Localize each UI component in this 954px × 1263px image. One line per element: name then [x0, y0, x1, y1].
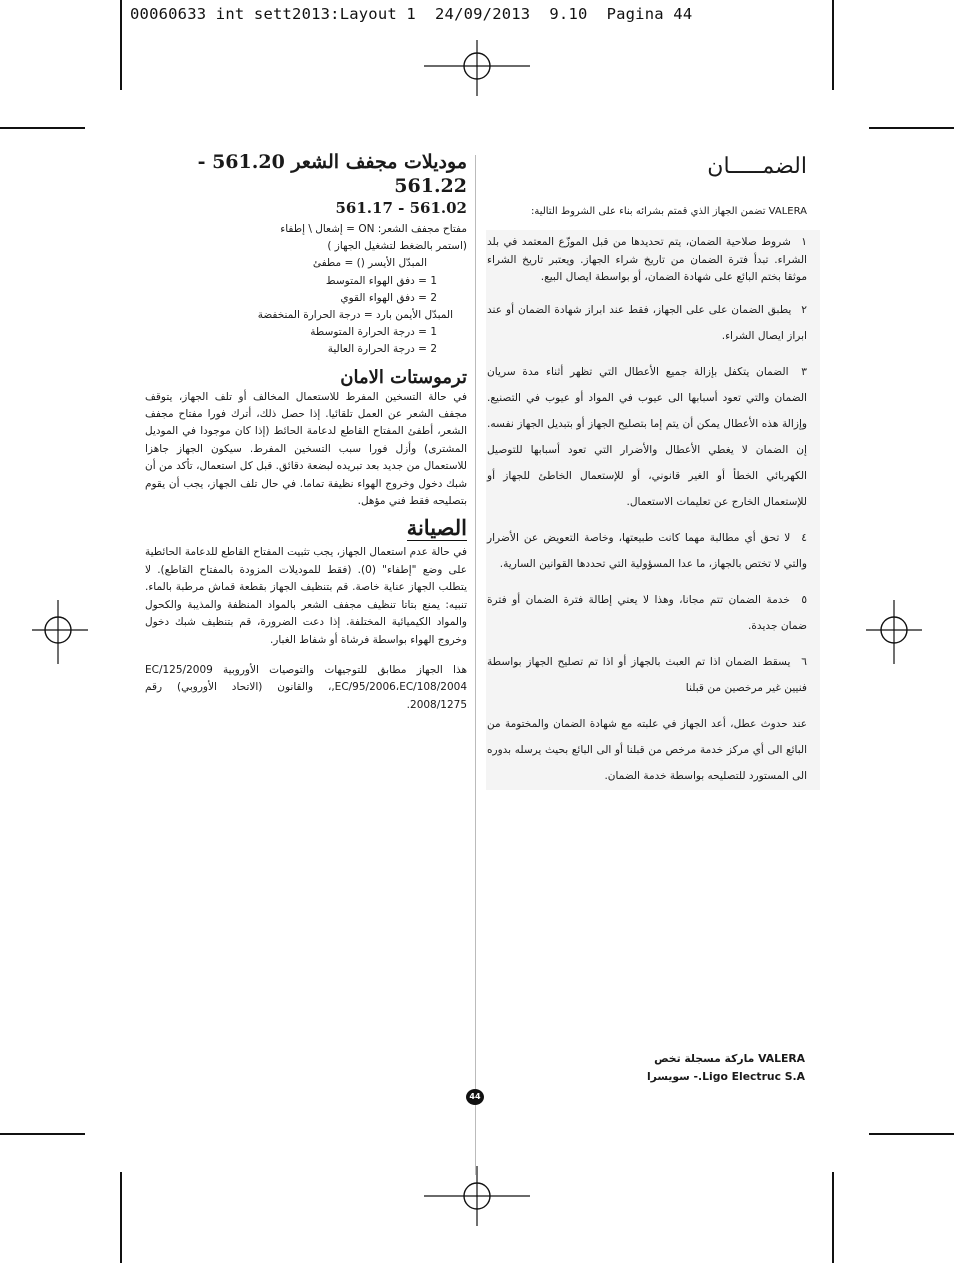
models-subtitle: 561.02 - 561.17 — [335, 199, 467, 217]
crop-mark-top-left-v — [120, 0, 122, 90]
crop-mark-bottom-right-v — [832, 1172, 834, 1263]
item-number: ٤ — [801, 531, 807, 544]
switch-line: مفتاح مجفف الشعر: ON = إشعال \ إطفاء — [280, 223, 467, 235]
item-text: شروط صلاحية الضمان، يتم تحديدها من قبل الموزّع المعتمد في بلد الشراء. تبدأ فترة الضمان من تاريخ شراء الجهاز. ويعتبر تاريخ الشراء موثقا بختم البائع على شهادة الضمان، أو بواسطة ايصال البيع. — [487, 236, 807, 283]
item-number: ١ — [801, 236, 807, 248]
item-text: لا تحق أي مطالبة مهما كانت طبيعتها، وخاصة التعويض عن الأضرار والتي لا تختص بالجهاز، ما عدا المسؤولية التي تحددها القوانين السارية. — [487, 531, 807, 570]
crop-mark-top-left-h — [0, 127, 85, 129]
switch-line: 1 = دفق الهواء المتوسط — [325, 274, 437, 287]
switch-line: 1 = درجة الحرارة المتوسطة — [310, 326, 437, 339]
guarantee-closing: عند حدوث عطل، أعد الجهاز في علبته مع شهادة الضمان والمختومة من البائع الى أي مركز خدمة مرخص من قبلنا أو الى البائع بحيث يرسله بدوره الى المستورد للتصليحه بواسطة خدمة الضمان. — [487, 717, 807, 782]
guarantee-item-4 — [487, 525, 807, 577]
compliance-text: هذا الجهاز مطابق للتوجيهات والتوصيات الأوروبية EC/125/2009 ,EC/95/2006،EC/108/2004، والقانون (الاتحاد الأوروبي) رقم 2008/1275. — [145, 663, 467, 711]
switch-line: 2 = دفق الهواء القوي — [340, 291, 437, 304]
crop-mark-bottom-left-v — [120, 1172, 122, 1263]
registration-mark-top-icon — [424, 40, 530, 96]
brand-line-1: VALERA ماركة مسجلة تخص — [654, 1052, 805, 1065]
item-text: يسقط الضمان اذا تم العبث بالجهاز أو اذا تم تصليح الجهاز بواسطة فنيين غير مرخصين من قبلنا — [487, 655, 807, 694]
page-number: 44 — [466, 1089, 484, 1105]
brand-note — [600, 1050, 805, 1086]
item-number: ٦ — [801, 655, 807, 668]
item-number: ٥ — [801, 593, 808, 606]
crop-mark-top-right-h — [869, 127, 954, 129]
guarantee-item-2 — [487, 297, 807, 349]
brand-line-2: Ligo Electruc S.A.- سويسرا — [646, 1070, 805, 1083]
switch-line: (استمر بالضغط لتشغيل الجهاز ) — [327, 240, 467, 253]
right-column — [487, 150, 807, 789]
guarantee-heading: الضمـــــان — [707, 154, 807, 179]
switch-line: المبدّل الأيسر () = مطفئ — [312, 257, 427, 270]
maintenance-heading: الصيانة — [406, 515, 467, 541]
registration-mark-right-icon — [866, 600, 922, 664]
crop-mark-bottom-left-h — [0, 1133, 85, 1135]
left-column — [145, 150, 467, 714]
guarantee-item-6 — [487, 649, 807, 701]
item-number: ٢ — [801, 303, 807, 316]
guarantee-item-3 — [487, 359, 807, 515]
registration-mark-bottom-icon — [424, 1166, 530, 1226]
registration-mark-left-icon — [32, 600, 88, 664]
item-text: خدمة الضمان تتم مجانا، وهذا لا يعني إطالة فترة الضمان أو فترة ضمان جديدة. — [487, 593, 807, 632]
item-text: الضمان يتكفل بإزالة جميع الأعطال التي تظهر أثناء مدة سريان الضمان والتي تعود أسبابها الى عيوب في المواد أو عيوب في التصنيع. وإزالة هذه الأعطال يمكن أن يتم إما بتصليح الجهاز أو بتبديل الجهاز نفسه. إن الضمان لا يغطي الأعطال والأضرار التي تعود أسبابها للتوصيل الكهربائي الخطأ أو الغير قانوني، أو للإستعمال الخاطئ للجهاز أو للإستعمال الخارج عن تعليمات الاستعمال. — [487, 365, 807, 508]
guarantee-item-5 — [487, 587, 807, 639]
guarantee-item-1 — [487, 234, 807, 287]
item-number: ٣ — [801, 365, 807, 378]
column-divider — [475, 155, 476, 1175]
crop-mark-top-right-v — [832, 0, 834, 90]
maintenance-text: في حالة عدم استعمال الجهاز، يجب تثبيت المفتاح القاطع للدعامة الحائطية على وضع "إطفاء" (0). (فقط للموديلات المزودة بالمفتاح القاطع). لا يتطلب الجهاز عناية خاصة. قم بتنظيف الجهاز بقطعة قماش مرطبة بالماء. تنبيه: يمنع بتاتا تنظيف مجفف الشعر بالمواد المنظفة والمذيبة والكحول والمواد الكيميائية المختلفة. إذا دعت الضرورة، قم بتنظيف شبك دخول وخروج الهواء بواسطة فرشاة أو شفاط الغبار. — [145, 546, 468, 646]
safety-thermostat-heading: ترموستات الامان — [340, 366, 467, 388]
guarantee-intro: VALERA تضمن الجهاز الذي قمتم بشرائه بناء على الشروط التالية: — [530, 206, 807, 217]
crop-mark-bottom-right-h — [869, 1133, 954, 1135]
switch-line: المبدّل الأيمن بارد = درجة الحرارة المنخفضة — [257, 309, 453, 322]
print-slug: 00060633 int sett2013:Layout 1 24/09/2013 9.10 Pagina 44 — [130, 5, 693, 23]
switch-settings-list — [145, 221, 467, 359]
safety-thermostat-text: في حالة التسخين المفرط للاستعمال المخالف أو تلف الجهاز، يتوقف مجفف الشعر عن العمل تلقائيا. إذا حصل ذلك، أترك فورا مفتاح مجفف الشعر، أطفئ المفتاح القاطع لدعامة الحائط (إذا كان موجودا في الموديل المشترى) وأزل فورا سبب التسخين المفرط. سيكون الجهاز جاهزا للاستعمال من جديد بعد تبريده لبضعة دقائق. قبل كل استعمال، تأكد من أن شبك دخول وخروج الهواء نظيفة تماما. في حال تلف الجهاز، يجب أن يقوم بتصليحه فقط فني مؤهل. — [145, 390, 467, 508]
item-text: يطبق الضمان على على الجهاز، فقط عند ابراز شهادة الضمان أو عند ابراز ايصال الشراء. — [487, 303, 807, 342]
switch-line: 2 = درجة الحرارة العالية — [327, 343, 437, 356]
models-title: موديلات مجفف الشعر 561.20 - 561.22 — [197, 151, 467, 197]
